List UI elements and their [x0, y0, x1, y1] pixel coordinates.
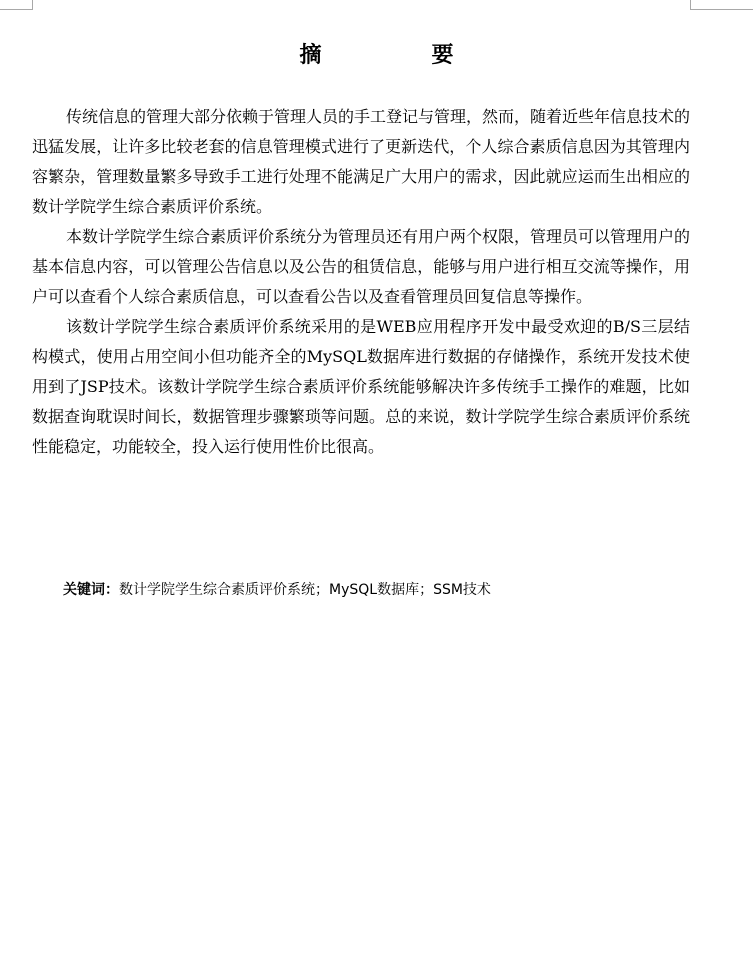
abstract-body	[32, 102, 690, 462]
keywords-label: 关键词：	[63, 582, 119, 598]
abstract-title: 摘 要	[299, 42, 498, 68]
crop-mark-top-left-vertical	[32, 0, 33, 10]
keywords-line	[63, 578, 491, 602]
keywords-text: 数计学院学生综合素质评价系统；MySQL数据库；SSM技术	[119, 582, 491, 598]
abstract-paragraph-2: 本数计学院学生综合素质评价系统分为管理员还有用户两个权限，管理员可以管理用户的基本信息内容，可以管理公告信息以及公告的租赁信息，能够与用户进行相互交流等操作，用户可以查看个人综合素质信息，可以查看公告以及查看管理员回复信息等操作。	[32, 227, 691, 306]
crop-mark-top-left-horizontal	[0, 9, 32, 10]
crop-mark-top-right-horizontal	[690, 9, 753, 10]
abstract-paragraph-1: 传统信息的管理大部分依赖于管理人员的手工登记与管理，然而，随着近些年信息技术的迅猛发展，让许多比较老套的信息管理模式进行了更新迭代，个人综合素质信息因为其管理内容繁杂，管理数量繁多导致手工进行处理不能满足广大用户的需求，因此就应运而生出相应的数计学院学生综合素质评价系统。	[32, 107, 691, 216]
abstract-paragraph-3: 该数计学院学生综合素质评价系统采用的是WEB应用程序开发中最受欢迎的B/S三层结构模式，使用占用空间小但功能齐全的MySQL数据库进行数据的存储操作，系统开发技术使用到了JSP技术。该数计学院学生综合素质评价系统能够解决许多传统手工操作的难题，比如数据查询耽误时间长，数据管理步骤繁琐等问题。总的来说，数计学院学生综合素质评价系统性能稳定，功能较全，投入运行使用性价比很高。	[32, 317, 690, 456]
